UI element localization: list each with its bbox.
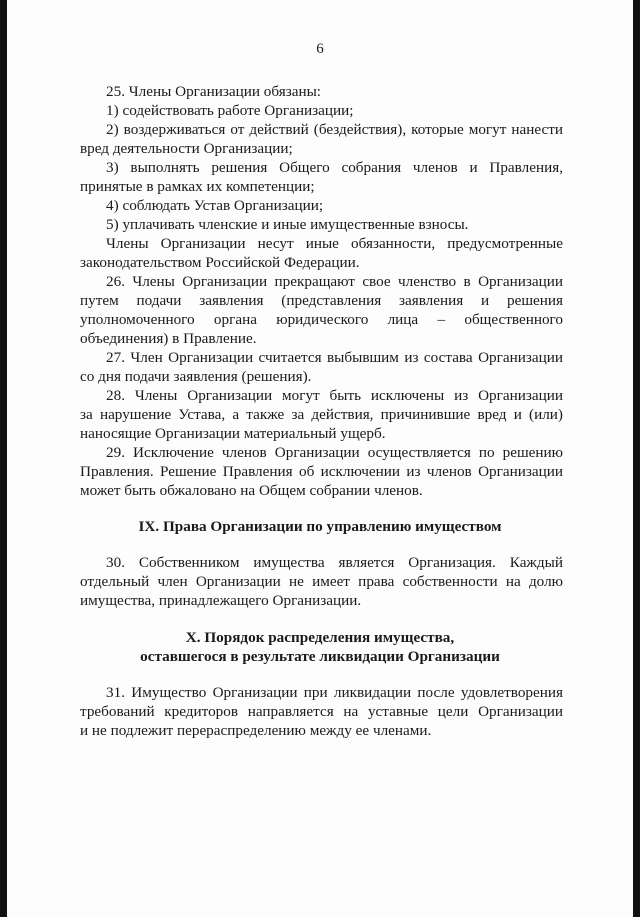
text-line: 30. Собственником имущества является Организация. Каждый bbox=[106, 554, 563, 571]
page-number: 6 bbox=[316, 41, 324, 57]
text-line: 27. Член Организации считается выбывшим из состава Организации bbox=[106, 349, 563, 366]
text-line: Члены Организации несут иные обязанности, предусмотренные bbox=[106, 235, 563, 252]
text-line: со дня подачи заявления (решения). bbox=[80, 368, 312, 385]
text-line: 31. Имущество Организации при ликвидации после удовлетворения bbox=[106, 684, 563, 701]
text-line: может быть обжаловано на Общем собрании членов. bbox=[80, 482, 423, 499]
text-line: Правления. Решение Правления об исключении из членов Организации bbox=[80, 463, 563, 480]
text-line: 4) соблюдать Устав Организации; bbox=[106, 197, 324, 214]
text-line: наносящие Организации материальный ущерб. bbox=[80, 425, 386, 442]
text-line: 25. Члены Организации обязаны: bbox=[106, 83, 322, 100]
text-line: 26. Члены Организации прекращают свое членство в Организации bbox=[106, 273, 563, 290]
scan-edge-right bbox=[633, 0, 640, 917]
text-line: путем подачи заявления (представления заявления и решения bbox=[80, 292, 563, 309]
text-line: и не подлежит перераспределению между ее членами. bbox=[80, 722, 432, 739]
text-line: отдельный член Организации не имеет права собственности на долю bbox=[80, 573, 563, 590]
text-line: 1) содействовать работе Организации; bbox=[106, 102, 354, 119]
text-line: вред деятельности Организации; bbox=[80, 140, 293, 157]
text-line: 28. Члены Организации могут быть исключены из Организации bbox=[106, 387, 563, 404]
text-line: 29. Исключение членов Организации осуществляется по решению bbox=[106, 444, 563, 461]
text-line: 5) уплачивать членские и иные имущественные взносы. bbox=[106, 216, 469, 233]
section-heading-x: X. Порядок распределения имущества, bbox=[185, 629, 455, 646]
text-line: 2) воздерживаться от действий (бездействия), которые могут нанести bbox=[106, 121, 563, 138]
text-line: объединения) в Правление. bbox=[80, 330, 257, 347]
scan-edge-left bbox=[0, 0, 7, 917]
text-line: имущества, принадлежащего Организации. bbox=[80, 592, 362, 609]
text-line: законодательством Российской Федерации. bbox=[80, 254, 360, 271]
section-heading-ix: IX. Права Организации по управлению имуществом bbox=[138, 518, 502, 535]
text-line: требований кредиторов направляется на уставные цели Организации bbox=[80, 703, 563, 720]
text-line: 3) выполнять решения Общего собрания членов и Правления, bbox=[106, 159, 563, 176]
text-line: за нарушение Устава, а также за действия, причинившие вред и (или) bbox=[80, 406, 563, 423]
section-heading-x-continued: оставшегося в результате ликвидации Организации bbox=[140, 648, 500, 665]
text-line: уполномоченного органа юридического лица – общественного bbox=[80, 311, 563, 328]
text-line: принятые в рамках их компетенции; bbox=[80, 178, 315, 195]
